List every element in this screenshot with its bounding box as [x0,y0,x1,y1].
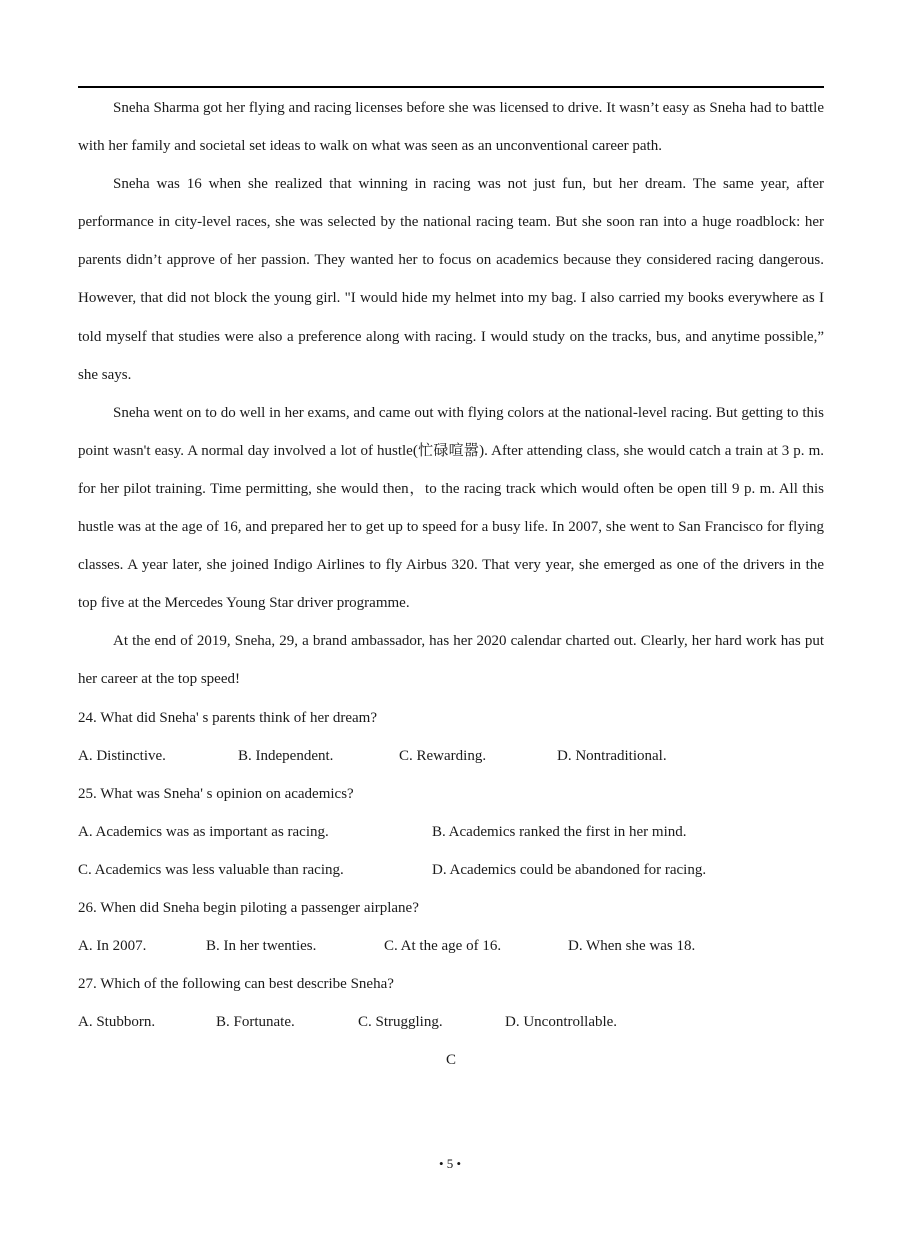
passage-paragraph-4: At the end of 2019, Sneha, 29, a brand ambassador, has her 2020 calendar charted out. Clearly, her hard work has put her career at the top speed! [78,633,824,688]
option-26-a: A. In 2007. [78,938,147,955]
option-26-c: C. At the age of 16. [384,938,502,955]
option-25-c: C. Academics was less valuable than racing. [78,861,344,878]
option-24-c: C. Rewarding. [399,747,487,764]
question-25-options-row-2 [78,851,824,889]
option-25-d: D. Academics could be abandoned for racing. [432,861,707,878]
option-27-a: A. Stubborn. [78,1014,156,1031]
option-24-d: D. Nontraditional. [557,747,667,764]
question-27-options [78,1003,824,1041]
option-27-d: D. Uncontrollable. [505,1014,618,1031]
option-27-b: B. Fortunate. [216,1014,295,1031]
passage-paragraph-2: Sneha was 16 when she realized that winning in racing was not just fun, but her dream. The same year, after performance in city-level races, she was selected by the national racing team. But she soon ran into a huge roadblock: her parents didn’t approve of her passion. They wanted her to focus on academics because they considered racing dangerous. However, that did not block the young girl. "I would hide my helmet into my bag. I also carried my books everywhere as I told myself that studies were also a preference along with racing. I would study on the tracks, bus, and anytime possible,” she says. [78,176,824,383]
question-27-stem: 27. Which of the following can best describe Sneha? [78,976,394,993]
option-27-c: C. Struggling. [358,1014,443,1031]
option-24-b: B. Independent. [238,747,334,764]
page-number: • 5 • [438,1156,462,1171]
header-rule [78,86,824,88]
question-24-stem: 24. What did Sneha' s parents think of her dream? [78,709,378,726]
question-25-options-row-1 [78,813,824,851]
option-26-b: B. In her twenties. [206,938,317,955]
question-26-options [78,927,824,965]
passage-paragraph-3: Sneha went on to do well in her exams, and came out with flying colors at the national-level racing. But getting to this point wasn't easy. A normal day involved a lot of hustle(忙碌喧嚣). After attending class, she would catch a train at 3 p. m. for her pilot training. Time permitting, she would then，to the racing track which would often be open till 9 p. m. All this hustle was at the age of 16, and prepared her to get up to speed for a busy life. In 2007, she went to San Francisco for flying classes. A year later, she joined Indigo Airlines to fly Airbus 320. That very year, she emerged as one of the drivers in the top five at the Mercedes Young Star driver programme. [78,404,824,612]
document-body [78,89,824,1079]
option-26-d: D. When she was 18. [568,938,696,955]
answer-key: C [445,1052,456,1069]
question-26-stem: 26. When did Sneha begin piloting a passenger airplane? [78,899,419,916]
question-25-stem: 25. What was Sneha' s opinion on academics? [78,785,354,802]
option-24-a: A. Distinctive. [78,747,166,764]
question-24-options [78,737,824,775]
option-25-a: A. Academics was as important as racing. [78,823,329,840]
passage-paragraph-1: Sneha Sharma got her flying and racing licenses before she was licensed to drive. It wasn’t easy as Sneha had to battle with her family and societal set ideas to walk on what was seen as an unconventional career path. [78,100,824,155]
option-25-b: B. Academics ranked the first in her mind. [432,823,687,840]
